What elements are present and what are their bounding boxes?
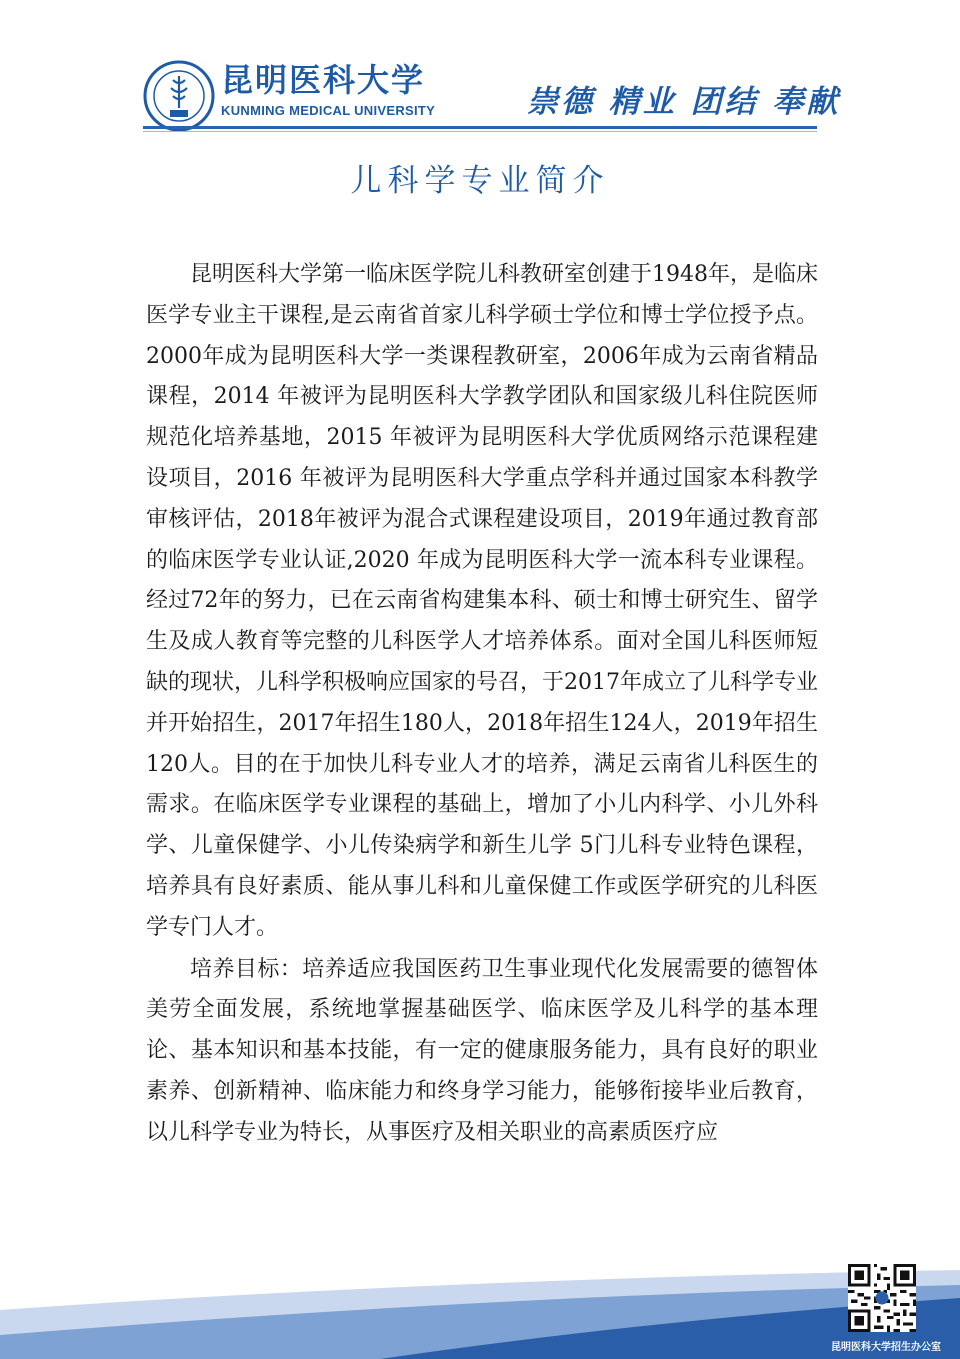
document-body <box>146 255 818 1154</box>
header-divider-thin <box>143 131 817 132</box>
qr-code-icon[interactable] <box>848 1264 916 1332</box>
university-motto: 崇德 精业 团结 奉献 <box>527 84 841 120</box>
page-header <box>0 0 960 140</box>
qr-caption: 昆明医科大学招生办公室 <box>831 1342 941 1353</box>
logo-chinese-name: 昆明医科大学 <box>221 61 426 99</box>
header-divider <box>143 126 817 129</box>
logo-english-name: KUNMING MEDICAL UNIVERSITY <box>221 103 436 118</box>
university-seal-icon <box>143 60 215 132</box>
objective-paragraph: 培养目标：培养适应我国医药卫生事业现代化发展需要的德智体美劳全面发展，系统地掌握基础医学、临床医学及儿科学的基本理论、基本知识和基本技能，有一定的健康服务能力，具有良好的职业素养、创新精神、临床能力和终身学习能力，能够衔接毕业后教育，以儿科学专业为特长，从事医疗及相关职业的高素质医疗应 <box>146 956 818 1145</box>
page-title: 儿科学专业简介 <box>350 163 610 199</box>
intro-paragraph: 昆明医科大学第一临床医学院儿科教研室创建于1948年，是临床医学专业主干课程,是云南省首家儿科学硕士学位和博士学位授予点。2000年成为昆明医科大学一类课程教研室，2006年成为云南省精品课程，2014 年被评为昆明医科大学教学团队和国家级儿科住院医师规范化培养基地，2015 年被评为昆明医科大学优质网络示范课程建设项目，2016 年被评为昆明医科大学重点学科并通过国家本科教学审核评估，2018年被评为混合式课程建设项目，2019年通过教育部的临床医学专业认证,2020 年成为昆明医科大学一流本科专业课程。经过72年的努力，已在云南省构建集本科、硕士和博士研究生、留学生及成人教育等完整的儿科医学人才培养体系。面对全国儿科医师短缺的现状，儿科学积极响应国家的号召，于2017年成立了儿科学专业并开始招生，2017年招生180人，2018年招生124人，2019年招生120人。目的在于加快儿科专业人才的培养，满足云南省儿科医生的需求。在临床医学专业课程的基础上，增加了小儿内科学、小儿外科学、儿童保健学、小儿传染病学和新生儿学 5门儿科专业特色课程，培养具有良好素质、能从事儿科和儿童保健工作或医学研究的儿科医学专门人才。 <box>146 262 818 940</box>
